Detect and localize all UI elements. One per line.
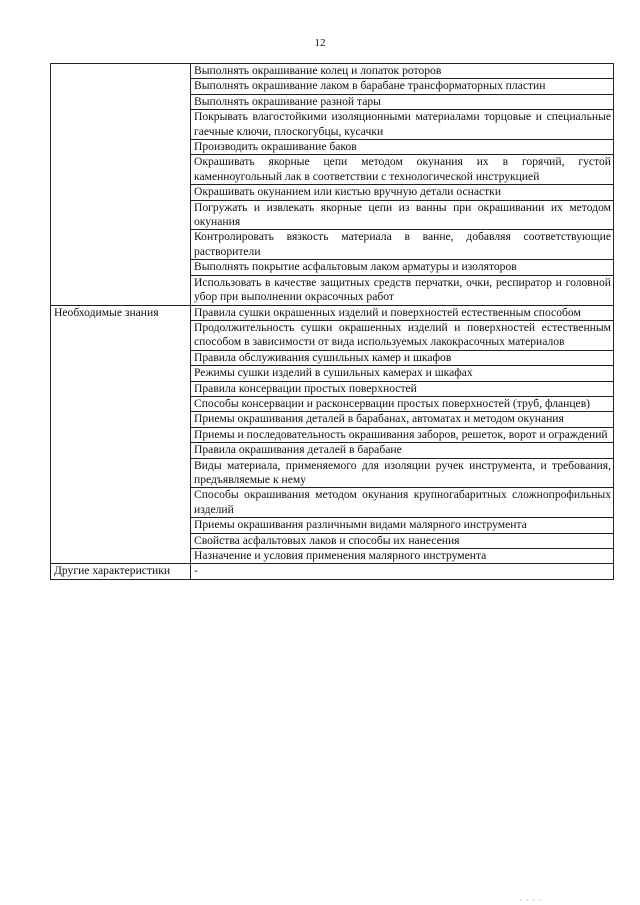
scan-mark: · · · · [519, 896, 543, 905]
requirement-text: Продолжительность сушки окрашенных изделий и поверхностей естественным способом в зависимости от вида используемых лакокрасочных материалов [191, 320, 614, 350]
requirements-table-body [51, 64, 614, 580]
requirement-text: Правила окрашивания деталей в барабане [191, 443, 614, 458]
requirement-text: Погружать и извлекать якорные цепи из ванны при окрашивании их методом окунания [191, 200, 614, 230]
requirement-text: Окрашивать окунанием или кистью вручную детали оснастки [191, 185, 614, 200]
requirement-text: Окрашивать якорные цепи методом окунания их в горячий, густой каменноугольный лак в соответствии с технологической инструкцией [191, 155, 614, 185]
section-label-knowledge: Необходимые знания [51, 305, 191, 564]
requirement-text: Производить окрашивание баков [191, 140, 614, 155]
requirement-text: Выполнять окрашивание колец и лопаток роторов [191, 64, 614, 79]
section-label-other: Другие характеристики [51, 564, 191, 579]
requirement-text: Приемы и последовательность окрашивания заборов, решеток, ворот и ограждений [191, 427, 614, 442]
section-label-continued [51, 64, 191, 306]
requirement-text: Выполнять окрашивание лаком в барабане трансформаторных пластин [191, 79, 614, 94]
table-row [51, 305, 614, 320]
page-number: 12 [314, 37, 326, 49]
requirement-text: Режимы сушки изделий в сушильных камерах и шкафах [191, 366, 614, 381]
requirement-text: - [191, 564, 614, 579]
requirement-text: Правила сушки окрашенных изделий и поверхностей естественным способом [191, 305, 614, 320]
requirement-text: Способы консервации и расконсервации простых поверхностей (труб, фланцев) [191, 396, 614, 411]
requirement-text: Приемы окрашивания различными видами малярного инструмента [191, 518, 614, 533]
requirement-text: Назначение и условия применения малярного инструмента [191, 549, 614, 564]
requirement-text: Контролировать вязкость материала в ванне, добавляя соответствующие растворители [191, 230, 614, 260]
requirement-text: Выполнять окрашивание разной тары [191, 94, 614, 109]
table-row [51, 64, 614, 79]
requirement-text: Виды материала, применяемого для изоляции ручек инструмента, и требования, предъявляемые к нему [191, 458, 614, 488]
requirement-text: Выполнять покрытие асфальтовым лаком арматуры и изоляторов [191, 260, 614, 275]
table-row [51, 564, 614, 579]
requirement-text: Использовать в качестве защитных средств перчатки, очки, респиратор и головной убор при выполнении окрасочных работ [191, 275, 614, 305]
requirement-text: Приемы окрашивания деталей в барабанах, автоматах и методом окунания [191, 412, 614, 427]
requirement-text: Свойства асфальтовых лаков и способы их нанесения [191, 533, 614, 548]
requirement-text: Способы окрашивания методом окунания крупногабаритных сложнопрофильных изделий [191, 488, 614, 518]
requirement-text: Правила обслуживания сушильных камер и шкафов [191, 350, 614, 365]
requirement-text: Покрывать влагостойкими изоляционными материалами торцовые и специальные гаечные ключи, плоскогубцы, кусачки [191, 110, 614, 140]
requirement-text: Правила консервации простых поверхностей [191, 381, 614, 396]
requirements-table [50, 63, 614, 580]
